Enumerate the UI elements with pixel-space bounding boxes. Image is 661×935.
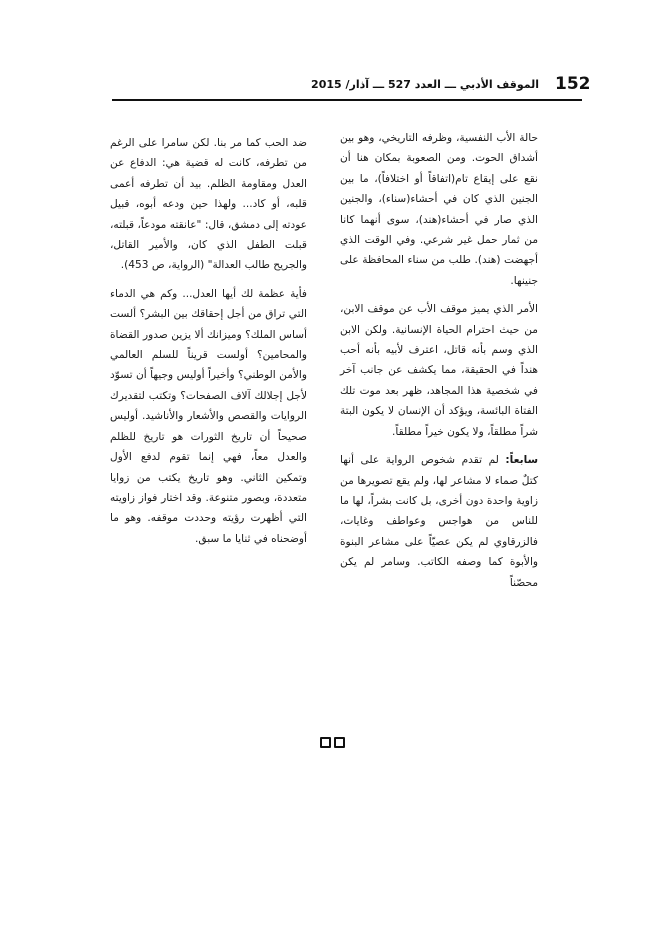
running-header: الموقف الأدبي ـــ العدد 527 ـــ آذار/ 2015 — [311, 78, 539, 91]
paragraph: ضد الحب كما مر بنا. لكن سامرا على الرغم من تطرفه، كانت له قضية هي: الدفاع عن العدل ومقاومة الظلم. بيد أن تطرفه أعمى قلبه، أو كاد... ولهذا حين ودعه أبوه، قبيل عودته إلى دمشق، قال: "عانقته مودعاً، قبلته، قبلت الطفل الذي كان، والأمير القاتل، والجريح طالب العدالة" (الرواية، ص 453). — [110, 137, 307, 272]
header-rule — [112, 99, 582, 101]
end-square — [320, 737, 331, 748]
page-number: 152 — [555, 74, 591, 94]
end-of-article-mark — [320, 737, 345, 748]
paragraph: فأية عظمة لك أيها العدل... وكم هي الدماء التي تراق من أجل إحقاقك بين البشر؟ ألست أساس الملك؟ وميزانك ألا يزين صدور القضاة والمحامين؟ أولست قريناً للسلم العالمي والأمن الوطني؟ وأخيراً أوليس وجيهاً أن تسوّد لأجل إجلالك آلاف الصفحات؟ وتكتب لتقديرك الروايات والقصص والأشعار والأناشيد. أوليس صحيحاً أن تاريخ الثورات هو تاريخ للظلم والعدل معاً، فهي إنما تقوم لدفع الأول وتمكين الثاني. وهو تاريخ يكتب من زوايا متعددة، وبصور متنوعة. وقد اختار فواز زاويته التي أظهرت رؤيته وحددت موقفه. وهو ما أوضحناه في ثنايا ما سبق. — [110, 287, 307, 545]
paragraph: الأمر الذي يميز موقف الأب عن موقف الابن، من حيث احترام الحياة الإنسانية. ولكن الابن الذي وسم بأنه قاتل، اعترف لأبيه بأنه أحب هنداً في الحقيقة، مما يكشف عن جانب آخر في شخصية هذا المجاهد، ظهر بعد موت تلك الفتاة البائسة، ويؤكد أن الإنسان لا يكون البتة شراً مطلقاً، ولا يكون خيراً مطلقاً. — [340, 303, 538, 438]
paragraph-text: لم تقدم شخوص الرواية على أنها كتلٌ صماء لا مشاعر لها، ولم يقع تصويرها من زاوية واحدة دون أخرى، بل كانت بشراً، لها ما للناس من هواجس وعواطف وغايات، فالزرقاوي لم يكن عصيّاً على مشاعر البنوة والأبوة كما وصفه الكاتب. وسامر لم يكن محصّناً — [340, 454, 538, 589]
paragraph — [340, 450, 538, 593]
paragraph: حالة الأب النفسية، وظرفه التاريخي، وهو بين أشداق الحوت. ومن الصعوبة بمكان هنا أن نقع على إيقاع تام(اتفاقاً أو اختلافاً)، ما بين الجنين الذي كان في أحشاء(سناء)، والجنين الذي صار في أحشاء(هند)، سوى أنهما كانا من ثمار حمل غير شرعي. وفي الوقت الذي أجهضت (هند). طلب من سناء المحافظة على جنينها. — [340, 132, 538, 287]
left-column — [110, 133, 307, 549]
right-column — [340, 128, 538, 593]
paragraph-lead: سابعاً: — [505, 454, 538, 467]
end-square — [334, 737, 345, 748]
